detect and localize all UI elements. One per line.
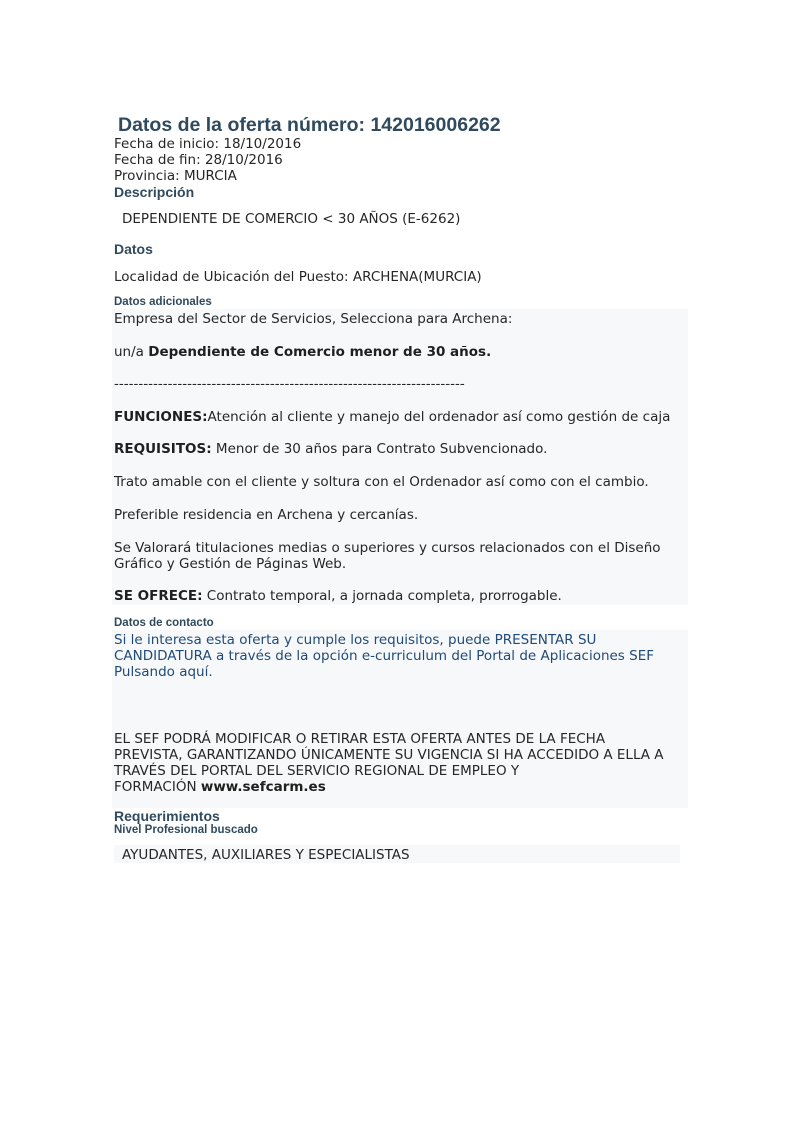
job-location: Localidad de Ubicación del Puesto: ARCHENA(MURCIA) (114, 269, 482, 285)
offer-label: SE OFRECE: (114, 588, 203, 604)
end-date: Fecha de fin: 28/10/2016 (114, 152, 283, 168)
additional-data-heading: Datos adicionales (114, 296, 212, 308)
requirements-heading: Requerimientos (114, 808, 220, 824)
start-date: Fecha de inicio: 18/10/2016 (114, 136, 302, 152)
professional-level-value: AYUDANTES, AUXILIARES Y ESPECIALISTAS (122, 847, 410, 863)
functions-line (114, 409, 670, 425)
description-heading: Descripción (114, 184, 195, 200)
notice-line-1: EL SEF PODRÁ MODIFICAR O RETIRAR ESTA OFERTA ANTES DE LA FECHA (114, 731, 606, 747)
functions-label: FUNCIONES: (114, 409, 208, 425)
manner-line: Trato amable con el cliente y soltura con el Ordenador así como con el cambio. (114, 474, 649, 490)
functions-text: Atención al cliente y manejo del ordenador así como gestión de caja (207, 409, 671, 425)
contact-line-2: CANDIDATURA a través de la opción e-curriculum del Portal de Aplicaciones SEF (114, 648, 654, 664)
province: Provincia: MURCIA (114, 168, 237, 184)
requirements-label: REQUISITOS: (114, 441, 212, 457)
notice-line-4 (114, 779, 326, 795)
contact-heading: Datos de contacto (114, 617, 214, 629)
requirements-line (114, 441, 547, 457)
offer-text: Contrato temporal, a jornada completa, prorrogable. (202, 588, 562, 604)
requirements-text: Menor de 30 años para Contrato Subvencionado. (211, 441, 548, 457)
description-text: DEPENDIENTE DE COMERCIO < 30 AÑOS (E-6262) (122, 211, 461, 227)
position-line (114, 344, 491, 360)
contact-line-1: Si le interesa esta oferta y cumple los requisitos, puede PRESENTAR SU (114, 632, 597, 648)
professional-level-heading: Nivel Profesional buscado (114, 824, 258, 836)
sefcarm-link[interactable]: www.sefcarm.es (200, 779, 326, 795)
position-prefix: un/a (114, 344, 149, 360)
separator-line: ------------------------------------------------------------------------ (114, 376, 465, 392)
position-title: Dependiente de Comercio menor de 30 años. (148, 344, 492, 360)
apply-link[interactable]: Pulsando aquí. (114, 664, 213, 680)
company-intro: Empresa del Sector de Servicios, Selecciona para Archena: (114, 311, 513, 327)
notice-line-3: TRAVÉS DEL PORTAL DEL SERVICIO REGIONAL DE EMPLEO Y (114, 763, 520, 779)
data-heading: Datos (114, 241, 153, 257)
residence-line: Preferible residencia en Archena y cercanías. (114, 507, 419, 523)
notice-prefix: FORMACIÓN (114, 779, 201, 795)
valued-line-2: Gráfico y Gestión de Páginas Web. (114, 556, 347, 572)
notice-line-2: PREVISTA, GARANTIZANDO ÚNICAMENTE SU VIGENCIA SI HA ACCEDIDO A ELLA A (114, 747, 664, 763)
valued-line-1: Se Valorará titulaciones medias o superiores y cursos relacionados con el Diseño (114, 540, 661, 556)
offer-line (114, 588, 562, 604)
page-title: Datos de la oferta número: 142016006262 (118, 114, 501, 136)
